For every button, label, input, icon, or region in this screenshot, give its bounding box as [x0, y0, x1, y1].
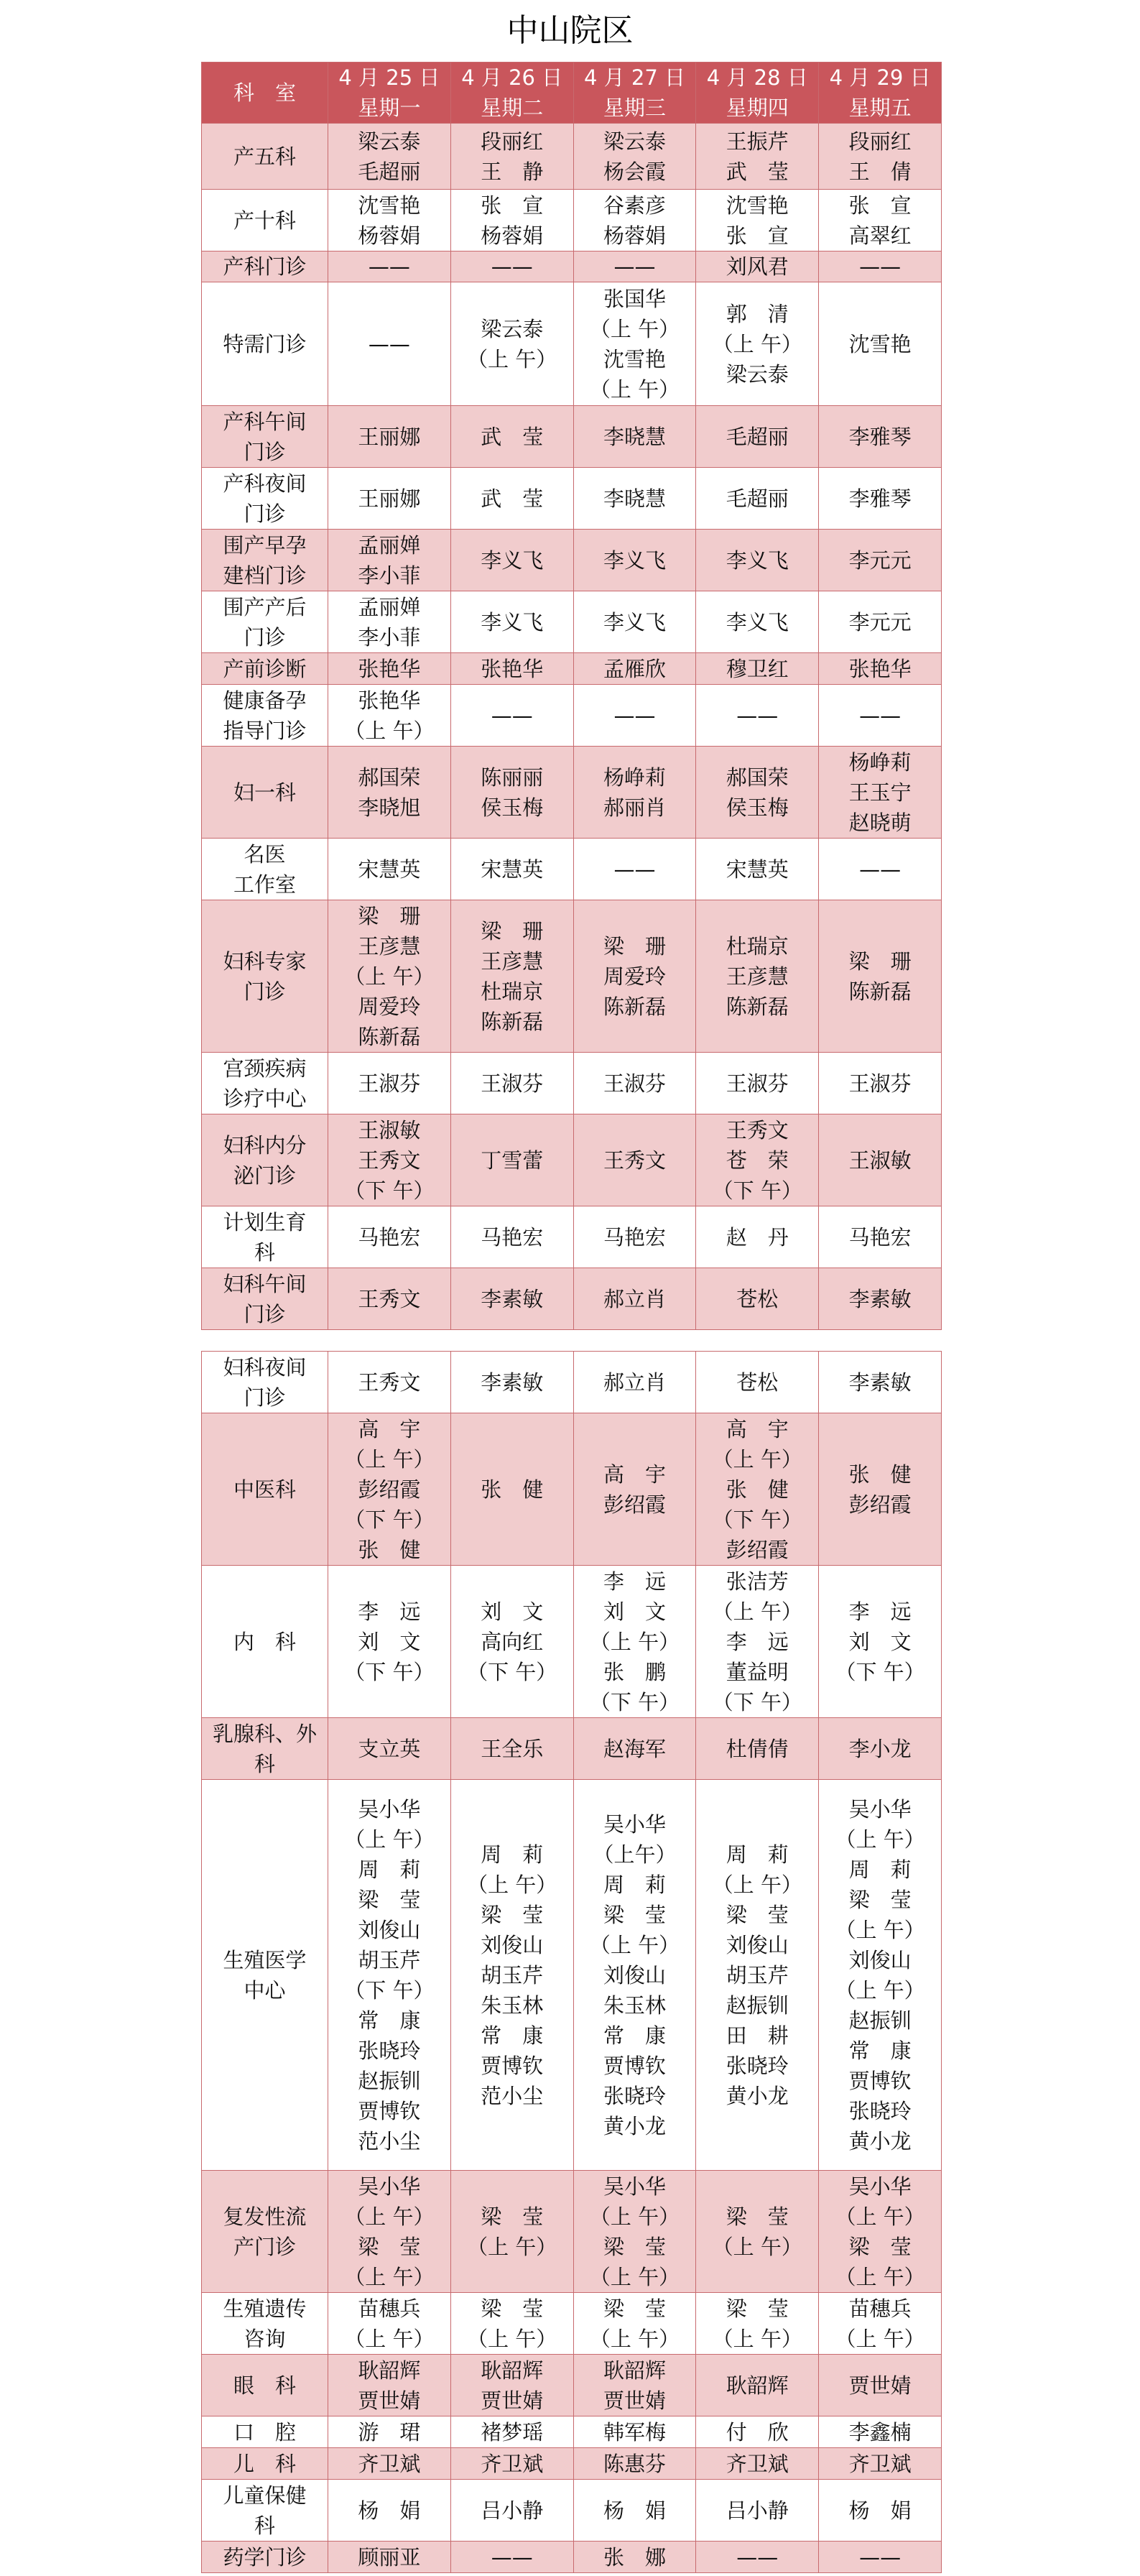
doctor-cell: 王淑芬 [328, 1053, 451, 1114]
table-row [202, 1352, 942, 1413]
doctor-cell: 苍松 [696, 1352, 819, 1413]
doctor-cell: —— [573, 839, 696, 900]
doctor-cell: 郝国荣 李晓旭 [328, 747, 451, 839]
table-row [202, 1206, 942, 1268]
doctor-cell: 梁 珊 陈新磊 [819, 900, 942, 1053]
doctor-cell: 王淑芬 [696, 1053, 819, 1114]
doctor-cell: 王振芹 武 莹 [696, 124, 819, 190]
table-row [202, 1718, 942, 1780]
dept-cell: 生殖遗传 咨询 [202, 2293, 328, 2355]
doctor-cell: 郝国荣 侯玉梅 [696, 747, 819, 839]
doctor-cell: 梁 莹 （上 午） [450, 2293, 573, 2355]
doctor-cell: 丁雪蕾 [450, 1114, 573, 1206]
doctor-cell: —— [328, 251, 451, 282]
dept-cell: 妇科专家 门诊 [202, 900, 328, 1053]
doctor-cell: 耿韶辉 贾世婧 [328, 2355, 451, 2416]
doctor-cell: 吴小华 （上 午） 梁 莹 （上 午） [819, 2171, 942, 2293]
doctor-cell: 马艳宏 [573, 1206, 696, 1268]
doctor-cell: 吕小静 [450, 2480, 573, 2542]
doctor-cell: 王全乐 [450, 1718, 573, 1780]
doctor-cell: 王丽娜 [328, 468, 451, 530]
doctor-cell: 杜瑞京 王彦慧 陈新磊 [696, 900, 819, 1053]
dept-cell: 产科午间 门诊 [202, 406, 328, 468]
doctor-cell: 刘 文 高向红 （下 午） [450, 1566, 573, 1718]
table-row [202, 2293, 942, 2355]
doctor-cell: 郝立肖 [573, 1268, 696, 1330]
doctor-cell: 王淑敏 [819, 1114, 942, 1206]
doctor-cell: 张 健 彭绍霞 [819, 1413, 942, 1566]
table-row [202, 1268, 942, 1330]
doctor-cell: 孟雁欣 [573, 653, 696, 685]
doctor-cell: 杨 娟 [573, 2480, 696, 2542]
doctor-cell: 宋慧英 [450, 839, 573, 900]
doctor-cell: 张艳华 （上 午） [328, 685, 451, 747]
doctor-cell: 张 宣 杨蓉娟 [450, 190, 573, 251]
doctor-cell: 李元元 [819, 530, 942, 591]
dept-cell: 妇科夜间 门诊 [202, 1352, 328, 1413]
doctor-cell: 吴小华 （上 午） 梁 莹 （上 午） [328, 2171, 451, 2293]
doctor-cell: 张洁芳 （上 午） 李 远 董益明 （下 午） [696, 1566, 819, 1718]
doctor-cell: 李义飞 [450, 591, 573, 653]
doctor-cell: 毛超丽 [696, 406, 819, 468]
doctor-cell: 杨峥莉 郝丽肖 [573, 747, 696, 839]
doctor-cell: 沈雪艳 [819, 282, 942, 406]
table-row [202, 530, 942, 591]
doctor-cell: 梁 珊 王彦慧 （上 午） 周爱玲 陈新磊 [328, 900, 451, 1053]
doctor-cell: —— [573, 251, 696, 282]
doctor-cell: 郝立肖 [573, 1352, 696, 1413]
doctor-cell: 李元元 [819, 591, 942, 653]
doctor-cell: 齐卫斌 [450, 2448, 573, 2480]
doctor-cell: 褚梦瑶 [450, 2416, 573, 2448]
table-row [202, 1413, 942, 1566]
doctor-cell: 贾世婧 [819, 2355, 942, 2416]
doctor-cell: 李 远 刘 文 （上 午） 张 鹏 （下 午） [573, 1566, 696, 1718]
doctor-cell: 郭 清 （上 午） 梁云泰 [696, 282, 819, 406]
doctor-cell: 李雅琴 [819, 468, 942, 530]
doctor-cell: 耿韶辉 贾世婧 [450, 2355, 573, 2416]
header-day-2: 4 月 26 日 星期二 [450, 63, 573, 124]
table-row [202, 2171, 942, 2293]
dept-cell: 围产早孕 建档门诊 [202, 530, 328, 591]
table-row [202, 2542, 942, 2573]
doctor-cell: 苗穗兵 （上 午） [819, 2293, 942, 2355]
dept-cell: 产科门诊 [202, 251, 328, 282]
doctor-cell: 王淑芬 [450, 1053, 573, 1114]
doctor-cell: —— [819, 839, 942, 900]
doctor-cell: 李晓慧 [573, 406, 696, 468]
doctor-cell: 武 莹 [450, 406, 573, 468]
header-row [202, 63, 942, 124]
header-day-3: 4 月 27 日 星期三 [573, 63, 696, 124]
doctor-cell: 梁 莹 （上 午） [696, 2293, 819, 2355]
doctor-cell: 韩军梅 [573, 2416, 696, 2448]
doctor-cell: 王秀文 [328, 1352, 451, 1413]
doctor-cell: 毛超丽 [696, 468, 819, 530]
dept-cell: 计划生育 科 [202, 1206, 328, 1268]
dept-cell: 健康备孕 指导门诊 [202, 685, 328, 747]
doctor-cell: 赵海军 [573, 1718, 696, 1780]
dept-cell: 儿 科 [202, 2448, 328, 2480]
table-row [202, 1780, 942, 2171]
doctor-cell: 苍松 [696, 1268, 819, 1330]
dept-cell: 生殖医学 中心 [202, 1780, 328, 2171]
doctor-cell: 杜倩倩 [696, 1718, 819, 1780]
doctor-cell: 李晓慧 [573, 468, 696, 530]
doctor-cell: 马艳宏 [450, 1206, 573, 1268]
dept-cell: 特需门诊 [202, 282, 328, 406]
doctor-cell: 张 宣 高翠红 [819, 190, 942, 251]
doctor-cell: 齐卫斌 [328, 2448, 451, 2480]
schedule-table-1 [201, 62, 942, 1330]
dept-cell: 妇一科 [202, 747, 328, 839]
doctor-cell: 杨 娟 [328, 2480, 451, 2542]
doctor-cell: 李义飞 [573, 530, 696, 591]
doctor-cell: 张 健 [450, 1413, 573, 1566]
doctor-cell: 耿韶辉 贾世婧 [573, 2355, 696, 2416]
doctor-cell: 梁云泰 （上 午） [450, 282, 573, 406]
doctor-cell: 王丽娜 [328, 406, 451, 468]
doctor-cell: 陈惠芬 [573, 2448, 696, 2480]
doctor-cell: 武 莹 [450, 468, 573, 530]
dept-cell: 宫颈疾病 诊疗中心 [202, 1053, 328, 1114]
doctor-cell: 李义飞 [696, 591, 819, 653]
doctor-cell: 李义飞 [573, 591, 696, 653]
page-title: 中山院区 [506, 12, 634, 49]
doctor-cell: 李素敏 [450, 1352, 573, 1413]
doctor-cell: 王淑敏 王秀文 （下 午） [328, 1114, 451, 1206]
doctor-cell: —— [696, 2542, 819, 2573]
table-row [202, 839, 942, 900]
doctor-cell: 王秀文 [328, 1268, 451, 1330]
schedule-table-2 [201, 1351, 942, 2573]
table-row [202, 406, 942, 468]
dept-cell: 产前诊断 [202, 653, 328, 685]
doctor-cell: 梁云泰 杨会霞 [573, 124, 696, 190]
doctor-cell: 支立英 [328, 1718, 451, 1780]
doctor-cell: 杨 娟 [819, 2480, 942, 2542]
table-row [202, 2416, 942, 2448]
doctor-cell: 吴小华 （上 午） 梁 莹 （上 午） [573, 2171, 696, 2293]
dept-cell: 产科夜间 门诊 [202, 468, 328, 530]
doctor-cell: 王淑芬 [819, 1053, 942, 1114]
doctor-cell: 梁 珊 周爱玲 陈新磊 [573, 900, 696, 1053]
doctor-cell: 李素敏 [450, 1268, 573, 1330]
doctor-cell: —— [450, 251, 573, 282]
doctor-cell: 张艳华 [450, 653, 573, 685]
doctor-cell: 马艳宏 [819, 1206, 942, 1268]
table-row [202, 1053, 942, 1114]
header-dept: 科 室 [202, 63, 328, 124]
doctor-cell: —— [819, 2542, 942, 2573]
doctor-cell: —— [819, 251, 942, 282]
doctor-cell: 宋慧英 [696, 839, 819, 900]
doctor-cell: 梁 莹 （上 午） [450, 2171, 573, 2293]
doctor-cell: 王淑芬 [573, 1053, 696, 1114]
dept-cell: 药学门诊 [202, 2542, 328, 2573]
header-day-1: 4 月 25 日 星期一 [328, 63, 451, 124]
doctor-cell: 张 娜 [573, 2542, 696, 2573]
table-row [202, 282, 942, 406]
doctor-cell: 陈丽丽 侯玉梅 [450, 747, 573, 839]
doctor-cell: 王秀文 苍 荣 （下 午） [696, 1114, 819, 1206]
table-row [202, 900, 942, 1053]
dept-cell: 妇科内分 泌门诊 [202, 1114, 328, 1206]
doctor-cell: —— [328, 282, 451, 406]
doctor-cell: 宋慧英 [328, 839, 451, 900]
doctor-cell: 周 莉 （上 午） 梁 莹 刘俊山 胡玉芹 赵振钏 田 耕 张晓玲 黄小龙 [696, 1780, 819, 2171]
dept-cell: 眼 科 [202, 2355, 328, 2416]
doctor-cell: —— [450, 685, 573, 747]
doctor-cell: —— [819, 685, 942, 747]
doctor-cell: 张艳华 [819, 653, 942, 685]
doctor-cell: 齐卫斌 [696, 2448, 819, 2480]
doctor-cell: 耿韶辉 [696, 2355, 819, 2416]
doctor-cell: 张艳华 [328, 653, 451, 685]
table-row [202, 1566, 942, 1718]
header-day-5: 4 月 29 日 星期五 [819, 63, 942, 124]
doctor-cell: 张国华 （上 午） 沈雪艳 （上 午） [573, 282, 696, 406]
header-day-4: 4 月 28 日 星期四 [696, 63, 819, 124]
doctor-cell: 段丽红 王 倩 [819, 124, 942, 190]
dept-cell: 内 科 [202, 1566, 328, 1718]
doctor-cell: 高 宇 （上 午） 张 健 （下 午） 彭绍霞 [696, 1413, 819, 1566]
dept-cell: 复发性流 产门诊 [202, 2171, 328, 2293]
dept-cell: 妇科午间 门诊 [202, 1268, 328, 1330]
doctor-cell: —— [696, 685, 819, 747]
doctor-cell: 马艳宏 [328, 1206, 451, 1268]
doctor-cell: 李小龙 [819, 1718, 942, 1780]
doctor-cell: 吕小静 [696, 2480, 819, 2542]
doctor-cell: 苗穗兵 （上 午） [328, 2293, 451, 2355]
table-row [202, 591, 942, 653]
doctor-cell: 段丽红 王 静 [450, 124, 573, 190]
table-row [202, 747, 942, 839]
doctor-cell: 李素敏 [819, 1268, 942, 1330]
doctor-cell: 付 欣 [696, 2416, 819, 2448]
doctor-cell: 沈雪艳 杨蓉娟 [328, 190, 451, 251]
doctor-cell: 李 远 刘 文 （下 午） [328, 1566, 451, 1718]
table-row [202, 2480, 942, 2542]
doctor-cell: 顾丽亚 [328, 2542, 451, 2573]
table-row [202, 1114, 942, 1206]
doctor-cell: 吴小华 （上 午） 周 莉 梁 莹 （上 午） 刘俊山 （上 午） 赵振钏 常 康 贾博钦 张晓玲 黄小龙 [819, 1780, 942, 2171]
table-row [202, 2448, 942, 2480]
table-row [202, 190, 942, 251]
doctor-cell: 穆卫红 [696, 653, 819, 685]
dept-cell: 名医 工作室 [202, 839, 328, 900]
doctor-cell: 谷素彦 杨蓉娟 [573, 190, 696, 251]
doctor-cell: 高 宇 彭绍霞 [573, 1413, 696, 1566]
table-row [202, 2355, 942, 2416]
doctor-cell: —— [450, 2542, 573, 2573]
doctor-cell: 孟丽婵 李小菲 [328, 591, 451, 653]
doctor-cell: 吴小华 （上 午） 周 莉 梁 莹 刘俊山 胡玉芹 （下 午） 常 康 张晓玲 赵振钏 贾博钦 范小尘 [328, 1780, 451, 2171]
doctor-cell: 李素敏 [819, 1352, 942, 1413]
dept-cell: 儿童保健 科 [202, 2480, 328, 2542]
dept-cell: 乳腺科、外 科 [202, 1718, 328, 1780]
dept-cell: 产十科 [202, 190, 328, 251]
doctor-cell: 杨峥莉 王玉宁 赵晓萌 [819, 747, 942, 839]
doctor-cell: 高 宇 （上 午） 彭绍霞 （下 午） 张 健 [328, 1413, 451, 1566]
table-row [202, 251, 942, 282]
doctor-cell: 孟丽婵 李小菲 [328, 530, 451, 591]
doctor-cell: 赵 丹 [696, 1206, 819, 1268]
doctor-cell: 李雅琴 [819, 406, 942, 468]
dept-cell: 口 腔 [202, 2416, 328, 2448]
doctor-cell: 李义飞 [696, 530, 819, 591]
dept-cell: 产五科 [202, 124, 328, 190]
dept-cell: 中医科 [202, 1413, 328, 1566]
table-row [202, 685, 942, 747]
doctor-cell: —— [573, 685, 696, 747]
doctor-cell: 梁 莹 （上 午） [573, 2293, 696, 2355]
doctor-cell: 吴小华 （上午） 周 莉 梁 莹 （上 午） 刘俊山 朱玉林 常 康 贾博钦 张晓玲 黄小龙 [573, 1780, 696, 2171]
table-row [202, 124, 942, 190]
dept-cell: 围产产后 门诊 [202, 591, 328, 653]
doctor-cell: 李义飞 [450, 530, 573, 591]
doctor-cell: 齐卫斌 [819, 2448, 942, 2480]
doctor-cell: 沈雪艳 张 宣 [696, 190, 819, 251]
doctor-cell: 周 莉 （上 午） 梁 莹 刘俊山 胡玉芹 朱玉林 常 康 贾博钦 范小尘 [450, 1780, 573, 2171]
doctor-cell: 梁云泰 毛超丽 [328, 124, 451, 190]
table-row [202, 468, 942, 530]
doctor-cell: 梁 莹 （上 午） [696, 2171, 819, 2293]
doctor-cell: 王秀文 [573, 1114, 696, 1206]
table-row [202, 653, 942, 685]
doctor-cell: 刘风君 [696, 251, 819, 282]
doctor-cell: 李鑫楠 [819, 2416, 942, 2448]
doctor-cell: 李 远 刘 文 （下 午） [819, 1566, 942, 1718]
doctor-cell: 游 珺 [328, 2416, 451, 2448]
doctor-cell: 梁 珊 王彦慧 杜瑞京 陈新磊 [450, 900, 573, 1053]
